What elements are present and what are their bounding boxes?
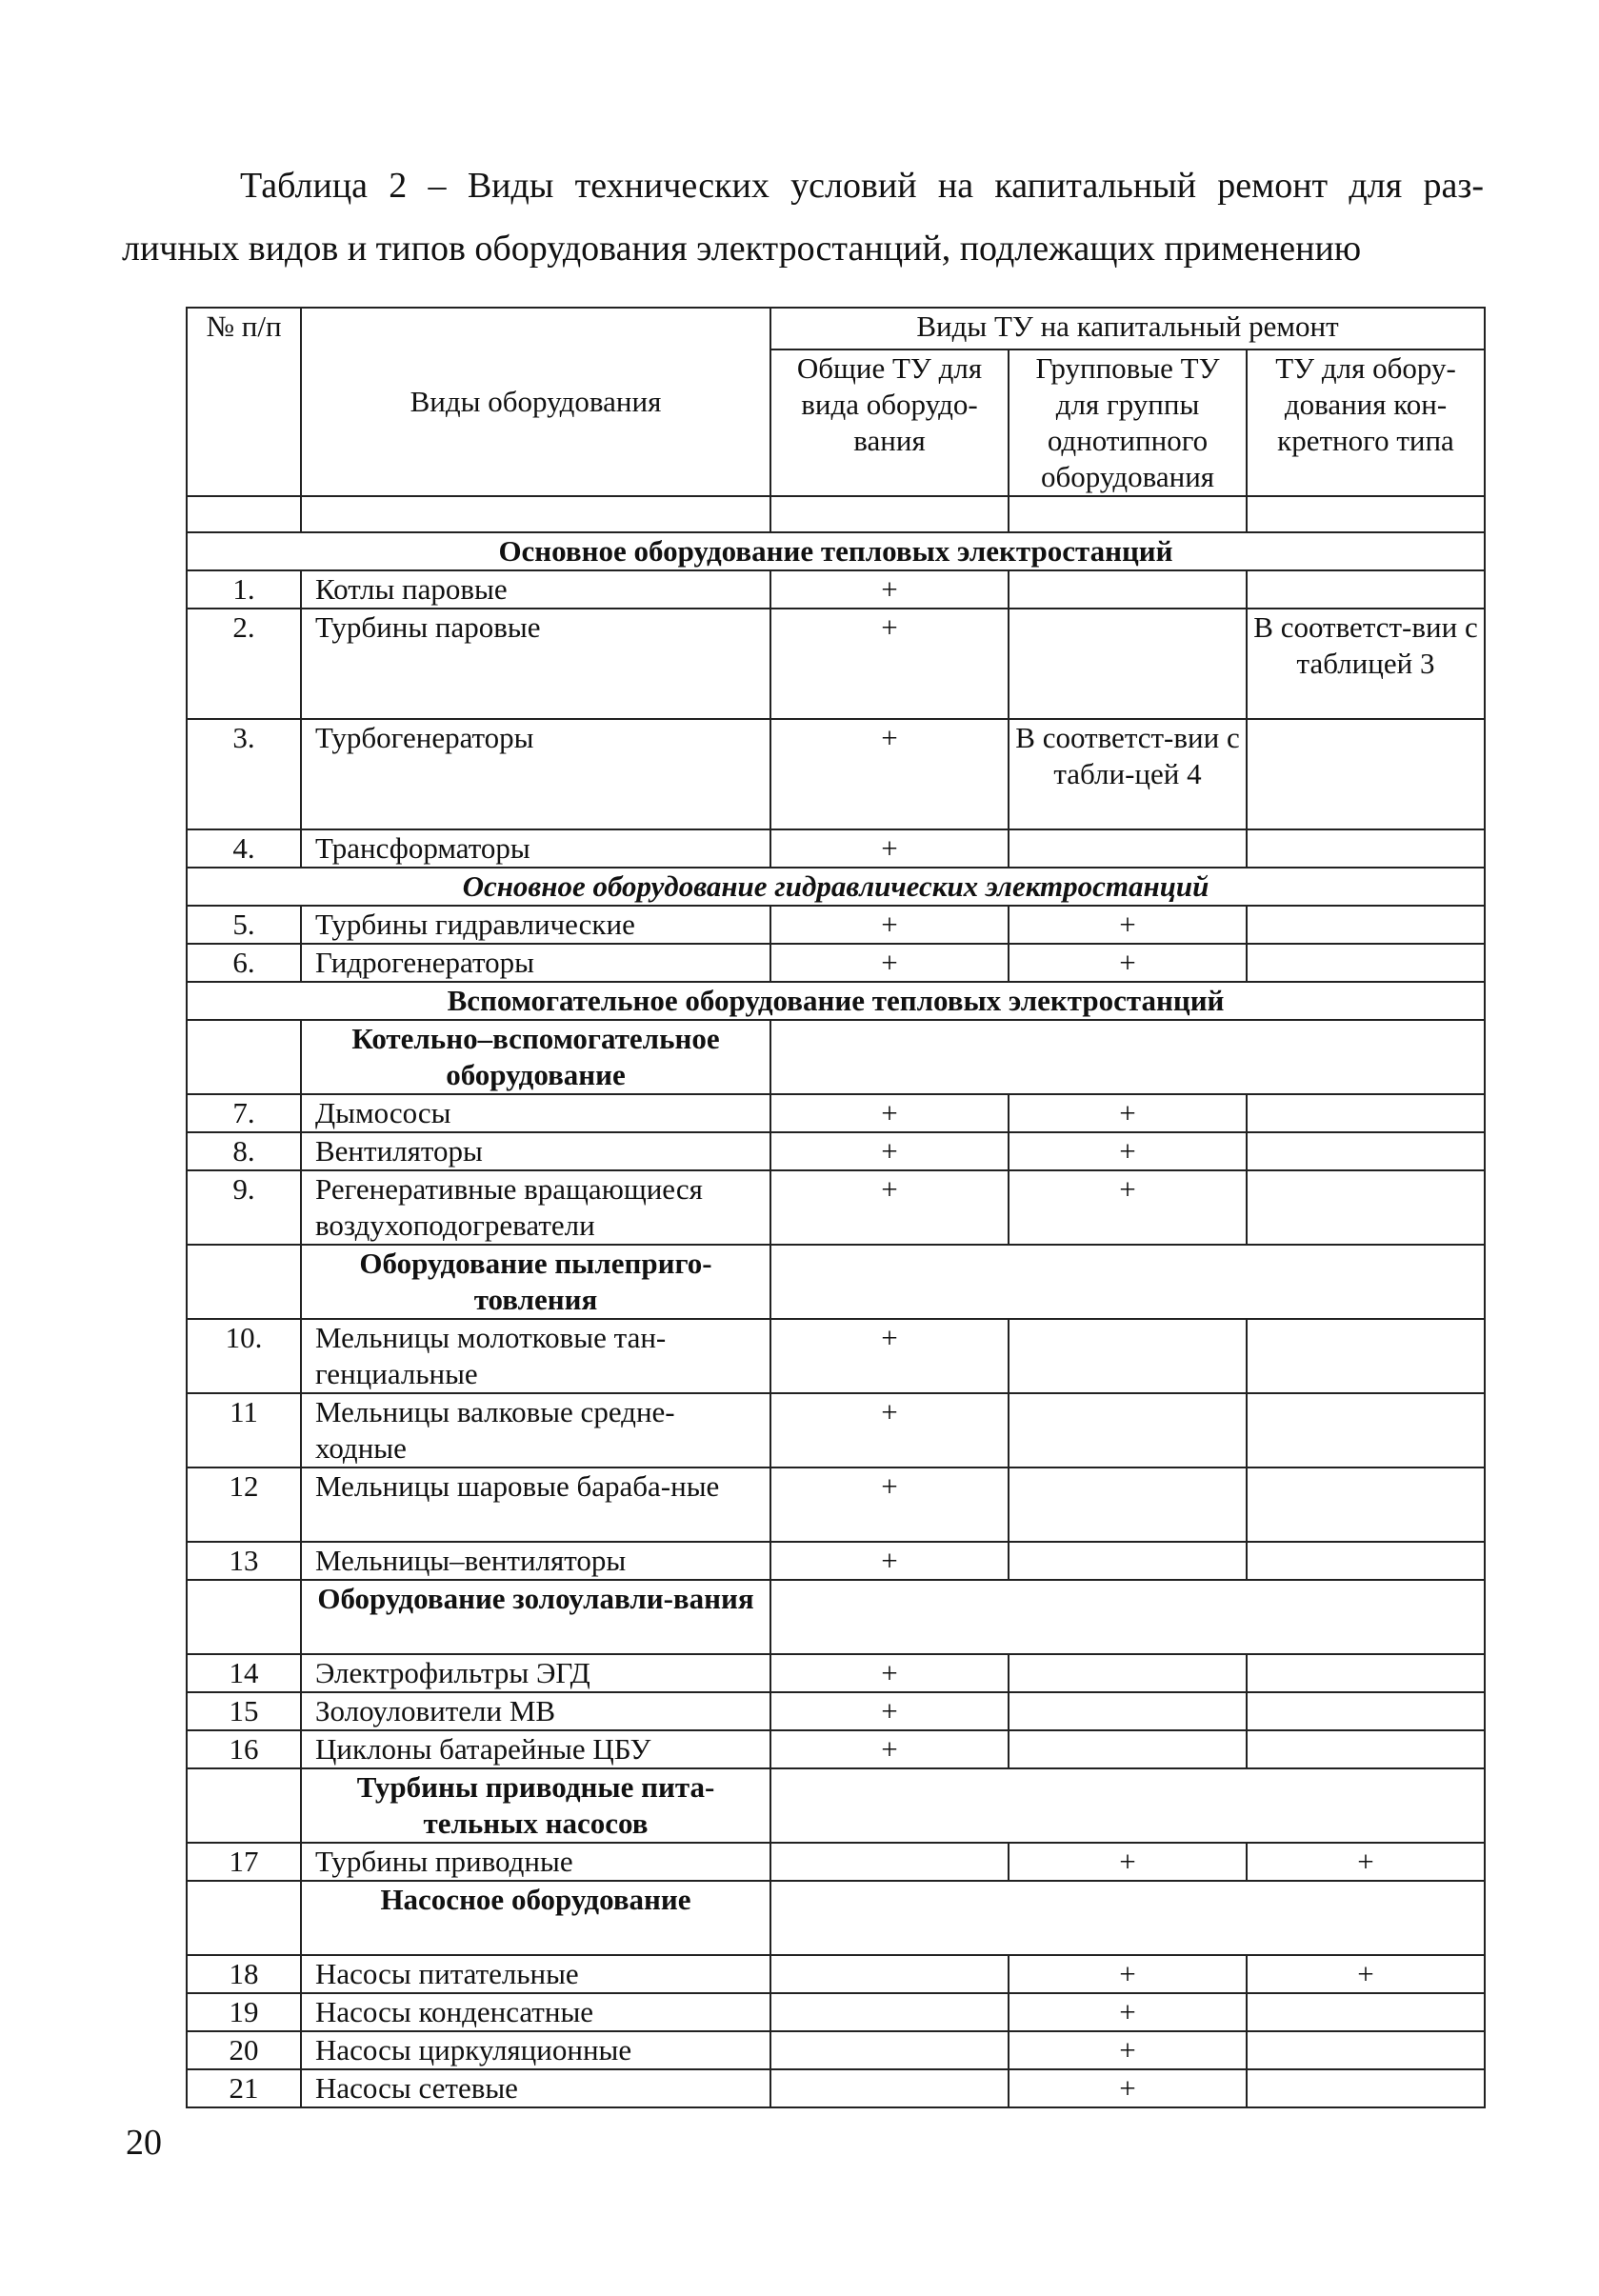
group-tu-mark: + [1009, 2031, 1247, 2069]
table-row [187, 1654, 1485, 1692]
empty-cell [770, 1245, 1485, 1319]
row-number: 8. [187, 1132, 301, 1170]
caption-line-2: личных видов и типов оборудования электростанций, подлежащих применению [122, 229, 1362, 269]
equipment-name: Насосы сетевые [301, 2069, 770, 2107]
table-row [187, 2031, 1485, 2069]
specific-tu-mark [1247, 829, 1485, 868]
header-col-general: Общие ТУ для вида оборудо-вания [770, 349, 1009, 496]
group-tu-mark [1009, 1730, 1247, 1768]
empty-cell [770, 1020, 1485, 1094]
group-tu-mark: + [1009, 2069, 1247, 2107]
empty-cell [187, 1768, 301, 1843]
group-tu-mark: + [1009, 944, 1247, 982]
specific-tu-mark [1247, 1393, 1485, 1467]
row-number: 7. [187, 1094, 301, 1132]
group-tu-mark [1009, 1654, 1247, 1692]
empty-cell [770, 496, 1009, 532]
table-row [187, 609, 1485, 719]
specific-tu-mark [1247, 1542, 1485, 1580]
specific-tu-mark [1247, 1692, 1485, 1730]
general-tu-mark: + [770, 1132, 1009, 1170]
table-row [187, 1843, 1485, 1881]
table-row [187, 1020, 1485, 1094]
specific-tu-mark [1247, 2031, 1485, 2069]
group-tu-mark: + [1009, 1843, 1247, 1881]
equipment-name: Мельницы шаровые бараба-ные [301, 1467, 770, 1542]
general-tu-mark: + [770, 570, 1009, 609]
general-tu-mark: + [770, 1692, 1009, 1730]
header-col-specific: ТУ для обору-дования кон-кретного типа [1247, 349, 1485, 496]
header-equipment: Виды оборудования [301, 308, 770, 496]
table-row [187, 2069, 1485, 2107]
specific-tu-mark [1247, 1094, 1485, 1132]
row-number: 18 [187, 1955, 301, 1993]
specific-tu-mark [1247, 1467, 1485, 1542]
empty-cell [770, 1768, 1485, 1843]
group-tu-mark: В соответст-вии с табли-цей 4 [1009, 719, 1247, 829]
table-row [187, 1993, 1485, 2031]
empty-cell [187, 1020, 301, 1094]
general-tu-mark [770, 2031, 1009, 2069]
equipment-name: Насосы конденсатные [301, 1993, 770, 2031]
general-tu-mark: + [770, 829, 1009, 868]
table-row [187, 1730, 1485, 1768]
row-number: 13 [187, 1542, 301, 1580]
specific-tu-mark [1247, 1654, 1485, 1692]
general-tu-mark: + [770, 1467, 1009, 1542]
row-number: 10. [187, 1319, 301, 1393]
empty-cell [1009, 496, 1247, 532]
table-row [187, 1881, 1485, 1955]
table-row [187, 1467, 1485, 1542]
equipment-name: Электрофильтры ЭГД [301, 1654, 770, 1692]
general-tu-mark: + [770, 1319, 1009, 1393]
equipment-name: Циклоны батарейные ЦБУ [301, 1730, 770, 1768]
general-tu-mark: + [770, 1393, 1009, 1467]
table-row [187, 1094, 1485, 1132]
row-number: 5. [187, 906, 301, 944]
table-row [187, 1542, 1485, 1580]
table-row [187, 1768, 1485, 1843]
general-tu-mark: + [770, 719, 1009, 829]
specific-tu-mark [1247, 1993, 1485, 2031]
general-tu-mark [770, 1955, 1009, 1993]
section-heading: Вспомогательное оборудование тепловых электростанций [187, 982, 1485, 1020]
specific-tu-mark [1247, 944, 1485, 982]
specific-tu-mark [1247, 2069, 1485, 2107]
general-tu-mark: + [770, 1654, 1009, 1692]
row-number: 12 [187, 1467, 301, 1542]
row-number: 17 [187, 1843, 301, 1881]
group-tu-mark [1009, 570, 1247, 609]
specific-tu-mark [1247, 570, 1485, 609]
specific-tu-mark [1247, 1319, 1485, 1393]
group-tu-mark [1009, 1467, 1247, 1542]
specific-tu-mark [1247, 906, 1485, 944]
group-tu-mark [1009, 1319, 1247, 1393]
general-tu-mark [770, 2069, 1009, 2107]
table-row [187, 1692, 1485, 1730]
table-row [187, 719, 1485, 829]
table-row [187, 1170, 1485, 1245]
equipment-name: Насосы питательные [301, 1955, 770, 1993]
table-row [187, 532, 1485, 570]
table-row [187, 1245, 1485, 1319]
row-number: 21 [187, 2069, 301, 2107]
empty-cell [1247, 496, 1485, 532]
specific-tu-mark [1247, 1730, 1485, 1768]
general-tu-mark: + [770, 906, 1009, 944]
table-row [187, 1132, 1485, 1170]
table-row [187, 982, 1485, 1020]
equipment-name: Золоуловители МВ [301, 1692, 770, 1730]
group-tu-mark: + [1009, 1955, 1247, 1993]
header-col-group: Групповые ТУ для группы однотипного оборудования [1009, 349, 1247, 496]
table-row [187, 1955, 1485, 1993]
empty-cell [187, 496, 301, 532]
section-heading: Основное оборудование гидравлических электростанций [187, 868, 1485, 906]
empty-cell [187, 1245, 301, 1319]
table-row [187, 829, 1485, 868]
specific-tu-mark: + [1247, 1843, 1485, 1881]
subsection-heading: Оборудование золоулавли-вания [301, 1580, 770, 1654]
group-tu-mark [1009, 609, 1247, 719]
subsection-heading: Турбины приводные пита-тельных насосов [301, 1768, 770, 1843]
empty-cell [187, 1580, 301, 1654]
row-number: 14 [187, 1654, 301, 1692]
group-tu-mark [1009, 1542, 1247, 1580]
table-row [187, 570, 1485, 609]
row-number: 16 [187, 1730, 301, 1768]
group-tu-mark: + [1009, 1132, 1247, 1170]
table-row [187, 496, 1485, 532]
page-number: 20 [126, 2123, 162, 2163]
specific-tu-mark [1247, 719, 1485, 829]
equipment-name: Турбины приводные [301, 1843, 770, 1881]
empty-cell [770, 1580, 1485, 1654]
table-row [187, 1319, 1485, 1393]
equipment-name: Дымососы [301, 1094, 770, 1132]
general-tu-mark: + [770, 609, 1009, 719]
subsection-heading: Оборудование пылеприго-товления [301, 1245, 770, 1319]
specific-tu-mark [1247, 1170, 1485, 1245]
row-number: 1. [187, 570, 301, 609]
section-heading: Основное оборудование тепловых электростанций [187, 532, 1485, 570]
group-tu-mark [1009, 1692, 1247, 1730]
empty-cell [301, 496, 770, 532]
specific-tu-mark: В соответст-вии с таблицей 3 [1247, 609, 1485, 719]
equipment-name: Турбины паровые [301, 609, 770, 719]
header-num: № п/п [187, 308, 301, 496]
group-tu-mark: + [1009, 1170, 1247, 1245]
equipment-name: Мельницы валковые средне-ходные [301, 1393, 770, 1467]
empty-cell [770, 1881, 1485, 1955]
subsection-heading: Котельно–вспомогательное оборудование [301, 1020, 770, 1094]
group-tu-mark [1009, 1393, 1247, 1467]
equipment-name: Котлы паровые [301, 570, 770, 609]
row-number: 15 [187, 1692, 301, 1730]
equipment-name: Трансформаторы [301, 829, 770, 868]
general-tu-mark: + [770, 1170, 1009, 1245]
general-tu-mark [770, 1843, 1009, 1881]
general-tu-mark: + [770, 944, 1009, 982]
tu-table [186, 307, 1486, 2108]
general-tu-mark: + [770, 1730, 1009, 1768]
table-row [187, 1580, 1485, 1654]
equipment-name: Насосы циркуляционные [301, 2031, 770, 2069]
equipment-name: Турбогенераторы [301, 719, 770, 829]
row-number: 4. [187, 829, 301, 868]
table-row [187, 1393, 1485, 1467]
specific-tu-mark [1247, 1132, 1485, 1170]
header-group-title: Виды ТУ на капитальный ремонт [770, 308, 1485, 349]
group-tu-mark: + [1009, 906, 1247, 944]
equipment-name: Мельницы молотковые тан-генциальные [301, 1319, 770, 1393]
general-tu-mark: + [770, 1094, 1009, 1132]
equipment-name: Регенеративные вращающиеся воздухоподогреватели [301, 1170, 770, 1245]
specific-tu-mark: + [1247, 1955, 1485, 1993]
group-tu-mark: + [1009, 1993, 1247, 2031]
row-number: 6. [187, 944, 301, 982]
row-number: 3. [187, 719, 301, 829]
subsection-heading: Насосное оборудование [301, 1881, 770, 1955]
general-tu-mark: + [770, 1542, 1009, 1580]
equipment-name: Турбины гидравлические [301, 906, 770, 944]
table-row [187, 868, 1485, 906]
equipment-name: Мельницы–вентиляторы [301, 1542, 770, 1580]
table-row [187, 944, 1485, 982]
caption-line-1: Таблица 2 – Виды технических условий на капитальный ремонт для раз- [240, 166, 1484, 206]
group-tu-mark: + [1009, 1094, 1247, 1132]
table-caption [122, 154, 1484, 280]
row-number: 19 [187, 1993, 301, 2031]
row-number: 11 [187, 1393, 301, 1467]
equipment-name: Гидрогенераторы [301, 944, 770, 982]
table-row [187, 906, 1485, 944]
general-tu-mark [770, 1993, 1009, 2031]
row-number: 9. [187, 1170, 301, 1245]
group-tu-mark [1009, 829, 1247, 868]
equipment-name: Вентиляторы [301, 1132, 770, 1170]
empty-cell [187, 1881, 301, 1955]
row-number: 2. [187, 609, 301, 719]
row-number: 20 [187, 2031, 301, 2069]
